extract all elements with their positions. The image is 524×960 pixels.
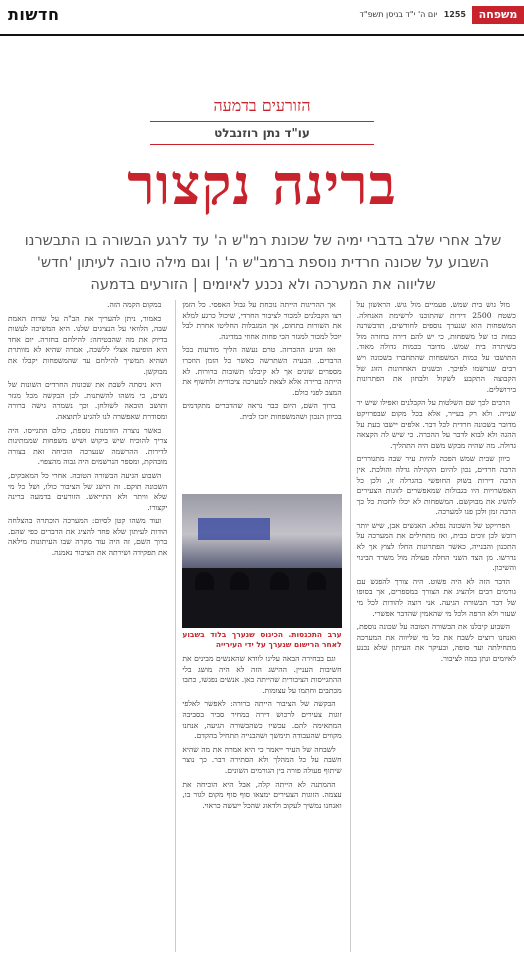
body-paragraph: השבוע הגיעה הבשורה הטובה. אחרי כל המאבקים, השכונה תוקם. זה הישג של הציבור כולו, ושל כל מי שלא וויתר ולא התייאש. הזורעים בדמעה ברינה יקצורו. bbox=[8, 470, 168, 512]
article-photo bbox=[182, 494, 341, 628]
page-header bbox=[0, 0, 524, 36]
body-paragraph: לשבחה של העיר ייאמר כי היא אמרה את מה שהיא חשבה על כל המהלך ולא הסתירה דבר. כך נוצר שיתוף פעולה פורה בין הגורמים השונים. bbox=[182, 744, 342, 775]
column-middle bbox=[175, 300, 341, 952]
body-paragraph: כאמור, ניתן להעריך את הב"ה על שדות האמת שבה, הלוואי על הנציגים שלנו. היא המשיכה לעשות בדיוק את מה שהבטיחה: להילחם בחזרה. יום אחד היא הופיעה אצלי ללשכה, אמרה שהיא לא מוותרת ושהיא תמשיך להילחם עד שהמשפחות יקבלו את מבוקשן. bbox=[8, 313, 168, 376]
article-author: עו"ד נתן רוזנבלט bbox=[214, 126, 310, 140]
column-right bbox=[350, 300, 516, 952]
column-middle-top-text bbox=[182, 300, 341, 490]
body-paragraph: הפרויקט של השכונה נפלא. האנשים אבן, שיש יותר רוכש לכן זוכים בבית, ואז מתחילים את המערכה על התכנון והבנייה, כאשר הפתרונות החלו לצוץ אך לא נדרשו. מן הצד השני החלה פעולה מול משרד הבינוי והשיכון. bbox=[356, 520, 516, 573]
author-rule-bottom bbox=[150, 144, 374, 145]
issue-date: יום ה' י"ד בניסן תשפ"ד bbox=[359, 10, 438, 19]
photo-hat bbox=[195, 572, 214, 591]
body-paragraph: כיוון שבית שמש הפכה להיות עיר שבה מתגוררים הרבה חרדים, נכון להיום הקהילה גדלה והולכת. אין הרבה דירות בשוק החופשי בהגרלה זו, ולכן כל האפשרויות היו בגבולות שמאפשרים לזוגות הצעירים להשיג את מבוקשם. המשפחות לא יכלו לחכות כל כך הרבה זמן ולכן פנו למערכה. bbox=[356, 454, 516, 517]
photo-hat bbox=[307, 572, 326, 591]
photo-hat bbox=[270, 572, 289, 591]
body-paragraph: ברוך השם, היום כבר נראה שהדברים מתקדמים בכיוון הנכון ושהמשפחות יזכו לבית. bbox=[182, 401, 342, 421]
body-paragraph: הבקשה של הציבור הייתה ברורה: לאפשר לאלפי זוגות צעירים לרכוש דירה במחיר סביר בסביבה המתאימה להם. עכשיו כשהבשורה הגיעה, אנחנו מקווים שהעבודה תימשך ושהבנייה תתחיל בהקדם. bbox=[182, 699, 342, 741]
body-paragraph: הדבר הזה לא היה פשוט. היה צורך להפגש עם גורמים רבים ולהציג את הצורך במספרים, אך בסופו של דבר הבשורה הגיעה. אני רוצה להודות לכל מי שעזר ולא הרפה ולכל מי שהאמין שהדבר אפשרי. bbox=[356, 576, 516, 618]
column-left bbox=[8, 300, 167, 952]
photo-hat bbox=[230, 572, 249, 591]
body-paragraph: אך ההריגות הייתה נוכחת על גבול האפסי. כל הזמן רצו הקבלנים למכור לציבור החרדי, שיכול כרגע למלא את השורות בתחום, אך המגבלות החליטו אחרת לבל יוכל למכור למגזר הכי פחות אחוזי במדינה. bbox=[182, 300, 342, 341]
body-paragraph: כאשר נוצרה הזדמנות נוספת, כולם התגייסו. היה צריך להוכיח שיש ביקוש ושיש משפחות שממתינות לדירות. ההרשמה שנערכה הוכיחה זאת בצורה מובהקת, ומספר הנרשמים היה גבוה מהצפוי. bbox=[8, 425, 168, 467]
body-paragraph: ואז הגיע ההכרזה. טרם נעשה הליך מודעות בכל הרבדים. הבעיה השתרשה כאשר כל הזמן הוזכרו מספרים שונים אך לא קיבלנו תשובות ברורות. לא הייתה ברירה אלא לצאת למערכה ציבורית ולחשוף את המצב לפני כולם. bbox=[182, 345, 342, 397]
body-paragraph: מול גוש בית שמש. פעמיים מול גוש. הראשון על כשטח 2500 דירות שהתוכנו לרשימת האנחלה. המשפחות הוא שנערך נוספים לחודשים, תדבשרנה כמות כו של משפחות, כי יש להם דירה בחזרה מול בשיתרה בית שמש. מדובר בכמות גדולה מאוד. התושבו על כמות המשפחות שהתחברו בשכונה ויש רבים שנרשמו לפיכך. ובשנים האחרונות הזוג של הקבוצה התקבע לשקול ולבחון את הפתרונות בירושלים. bbox=[356, 300, 516, 394]
section-name: חדשות bbox=[8, 5, 60, 24]
article-subhead: שלב אחרי שלב בדברי ימיה של שכונת רמ"ש ה' עד לרגע הבשורה בו התבשרנו השבוע על שכונה חרדית נוספת ברמב"ש ה' | וגם מילה טובה לעיתון 'חדש' שליווה את המערכה ולא נכנע לאיומים | הזורעים בדמעה bbox=[24, 233, 502, 293]
photo-banner bbox=[198, 518, 270, 539]
body-paragraph: הרבים לכך שם השלטות על הקבלנים ואפילו שיש יר שנייה. ולא רק בעייר, אלא בכל מקום שבפרויקט מדובר בשכונה חרדית לכל דבר. אלפים יישבו בעת על ההגה ולא לבוא לדבר על ההכרה. כי שיש לה הקצאה גדולה. מה שהיה מבקש משם היה התהליך. bbox=[356, 398, 516, 450]
article-kicker: הזורעים בדמעה bbox=[213, 96, 311, 115]
column-middle-bottom-text bbox=[182, 654, 341, 952]
body-paragraph: ההמתנה לא הייתה קלה, אבל היא הוכיחה את עצמה. הזוגות הצעירים ימצאו סוף סוף מקום לגור בו, ואנחנו נמשיך לעקוב ולדאוג שהכל ייעשה כראוי. bbox=[182, 779, 342, 810]
body-paragraph: במקום הקמה הזה. bbox=[107, 300, 162, 309]
body-paragraph: השבוע קיבלנו את הבשורה הטובה על שכונה נוספת, ואנחנו רוצים לשבח את כל מי שליווה את המערכה מתחילתה ועד סופה, ובעיקר את העיתון שלא נכנע לאיומים ונתן במה לציבור. bbox=[356, 622, 516, 663]
issue-info bbox=[360, 10, 466, 19]
body-paragraph: היא ניסתה לשבת את שכונות החרדים השונות של נשים, כי משהו להשתנות. לכן הבקשה מכל מגזר ותושב הובאה לשולחן. וכך נשמרה גישה ברורה ומסודרת שאפשרה לנו להגיע לתוצאה. bbox=[8, 380, 168, 421]
article-body bbox=[8, 300, 516, 952]
body-paragraph: וגם בבחירה הבאה עלינו לוודא שהאנשים מבינים את חשיבות העניין. ההישג הזה לא היה מושג בלי ההתגייסות הציבורית שהייתה כאן. אנשים נפגשו, כתבו מכתבים וחתמו על עצומות. bbox=[182, 654, 342, 695]
body-paragraph: ועוד משהו קטן לסיום: המערכה הוכתרה בהצלחה הודות לעיתון שלא פחד להציג את הדברים כפי שהם. ברוך השם, זה היה עוד מקרה שבו העיתונות מילאה את תפקידה ושירתה את הציבור נאמנה. bbox=[8, 516, 168, 558]
photo-caption: ערב התכנסות. הכינוס שנערך בלוד בשבוע לאחר הרישום שנערך על ידי העירייה bbox=[182, 630, 342, 649]
page-number: 1255 bbox=[443, 10, 466, 19]
article-headline: ברינה נקצור bbox=[127, 152, 397, 218]
publication-logo: משפחה bbox=[472, 6, 524, 24]
author-rule-top bbox=[150, 121, 374, 122]
